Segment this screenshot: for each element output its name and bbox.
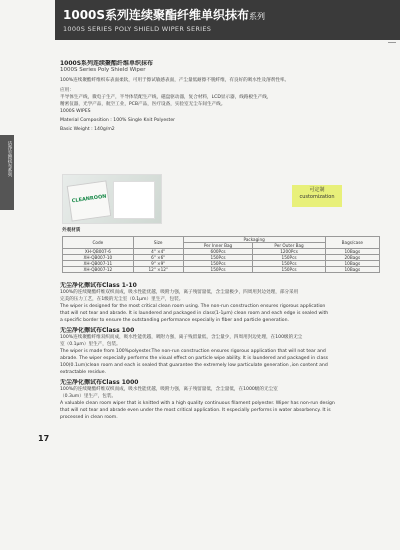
class100-en: extractable residue. xyxy=(60,370,106,375)
page-header xyxy=(55,0,400,40)
intro-section xyxy=(60,60,390,133)
material: Material Composition : 100% Single Knit Polyester xyxy=(60,118,176,123)
model: 1000S WIPES xyxy=(60,109,91,114)
class10-zh: 完美的压力工艺，在1级的无尘室（0.1μm）里生产，包装。 xyxy=(60,297,184,302)
app-label: 应用： xyxy=(60,88,74,93)
class1000-en: A valuable clean room wiper that is knitted with a high quality continuous filament polyester. Wiper has non-run design xyxy=(60,401,335,406)
class-sections xyxy=(60,282,390,421)
class1000-en: processed in clean room. xyxy=(60,415,118,420)
intro-zh-title: 1000S系列连续聚酯纤维单织抹布 xyxy=(60,60,154,67)
col-outer: Per Outer Bag xyxy=(253,243,325,249)
app-line: 半导体生产线，微电子生产，半导体装配生产线，磁盘驱动器，复合材料，LCD显示器，线路板生产线， xyxy=(60,95,272,100)
side-tab xyxy=(0,135,14,210)
class1000-en: that will not tear and abrade even under the most critical application. It especially performs in water absorbency. It is xyxy=(60,408,331,413)
col-packaging: Packaging xyxy=(183,237,325,243)
table-row: XH-QB007-10 6" ×6" 150Pcs 150Pcs 20Bags xyxy=(63,255,380,261)
class10-en: a specific border to ensure the outstanding performance especially in fiber and particle generation. xyxy=(60,318,289,323)
header-subtitle: 1000S SERIES POLY SHIELD WIPER SERIES xyxy=(63,25,212,33)
class10-en: The wiper is designed for the most critical clean room using. The non-run construction ensures rigorous application xyxy=(60,304,326,309)
class100-en: 100(0.1um)clean room and each is sealed that guarantee the extremely low particulate generation ,ion content and xyxy=(60,363,328,368)
class100-en: The wiper is made from 100%polyester.The non-run construction ensures rigorous application that will not tear and xyxy=(60,349,326,354)
product-photo xyxy=(62,174,162,224)
intro-desc: 100%连续聚酯纤维织布表面柔软，可用于擦试敏感表面，产尘量低耐擦不脱纤维，有良好的吸水性及溶剂性率。 xyxy=(60,78,290,83)
class100-zh: 100%连续聚酯纤维双织而成，吸水性能优越，吸附力强，离子残留量低，含尘量少，四周用封边处理，在100级的无尘 xyxy=(60,335,303,340)
col-inner: Per Inner Bag xyxy=(183,243,253,249)
table-row: XH-QB007-11 9" ×9" 150Pcs 150Pcs 10Bags xyxy=(63,261,380,267)
class10-zh: 100%的连续聚酯纤维双织而成，吸水性能优越，吸附力强，离子残留量低，含尘量极少，四周用封边处理，部分采用 xyxy=(60,290,299,295)
divider xyxy=(388,42,396,43)
wiper-sheet xyxy=(113,181,155,219)
class100-zh: 室（0.1μm）里生产，包装。 xyxy=(60,342,121,347)
customization-badge: 可定制 customization xyxy=(292,185,342,207)
class10-en: that will not tear and abrade. It is laundered and packaged in class(1-1μm) clean room and each edge is sealed with xyxy=(60,311,329,316)
class1000-zh: 100%的连续聚酯纤维双织而成，吸水性能优越，吸附力强，离子残留量低，含尘量低，在1000级的无尘室 xyxy=(60,387,278,392)
weight: Basic Weight : 140g/m2 xyxy=(60,127,115,132)
intro-en-title: 1000S Series Poly Shield Wiper xyxy=(60,67,146,73)
class1000-title: 无尘净化擦试布Class 1000 xyxy=(60,379,139,386)
table-title: 外观材质 xyxy=(62,228,81,233)
col-code: Code xyxy=(63,237,134,249)
app-line: 精密仪器，光学产品，航空工业，PCB产品，医疗设备，实验室无尘车间生产线。 xyxy=(60,102,226,107)
header-title: 1000S系列连续聚酯纤维单织抹布系列 xyxy=(63,8,266,22)
col-size: Size xyxy=(133,237,183,249)
table-row: XH-QB007-6 4" ×4" 600Pcs 1200Pcs 10Bags xyxy=(63,249,380,255)
class10-title: 无尘净化擦试布Class 1-10 xyxy=(60,282,137,289)
class100-title: 无尘净化擦试布Class 100 xyxy=(60,327,135,334)
spec-table xyxy=(62,236,380,273)
class100-en: abrade. The wiper especially performs the visual effect on particle wipe ability. It is laundered and packaged in class xyxy=(60,356,329,361)
table-row: XH-QB007-12 12" ×12" 150Pcs 150Pcs 10Bags xyxy=(63,267,380,273)
side-tab-label: 洁净室擦拭布系列 xyxy=(7,141,12,177)
col-bags: Bags/case xyxy=(325,237,379,249)
package-bag: CLEANROON xyxy=(67,180,112,221)
page-number: 17 xyxy=(38,434,50,443)
class1000-zh: （0.3um）里生产，包装。 xyxy=(60,394,117,399)
